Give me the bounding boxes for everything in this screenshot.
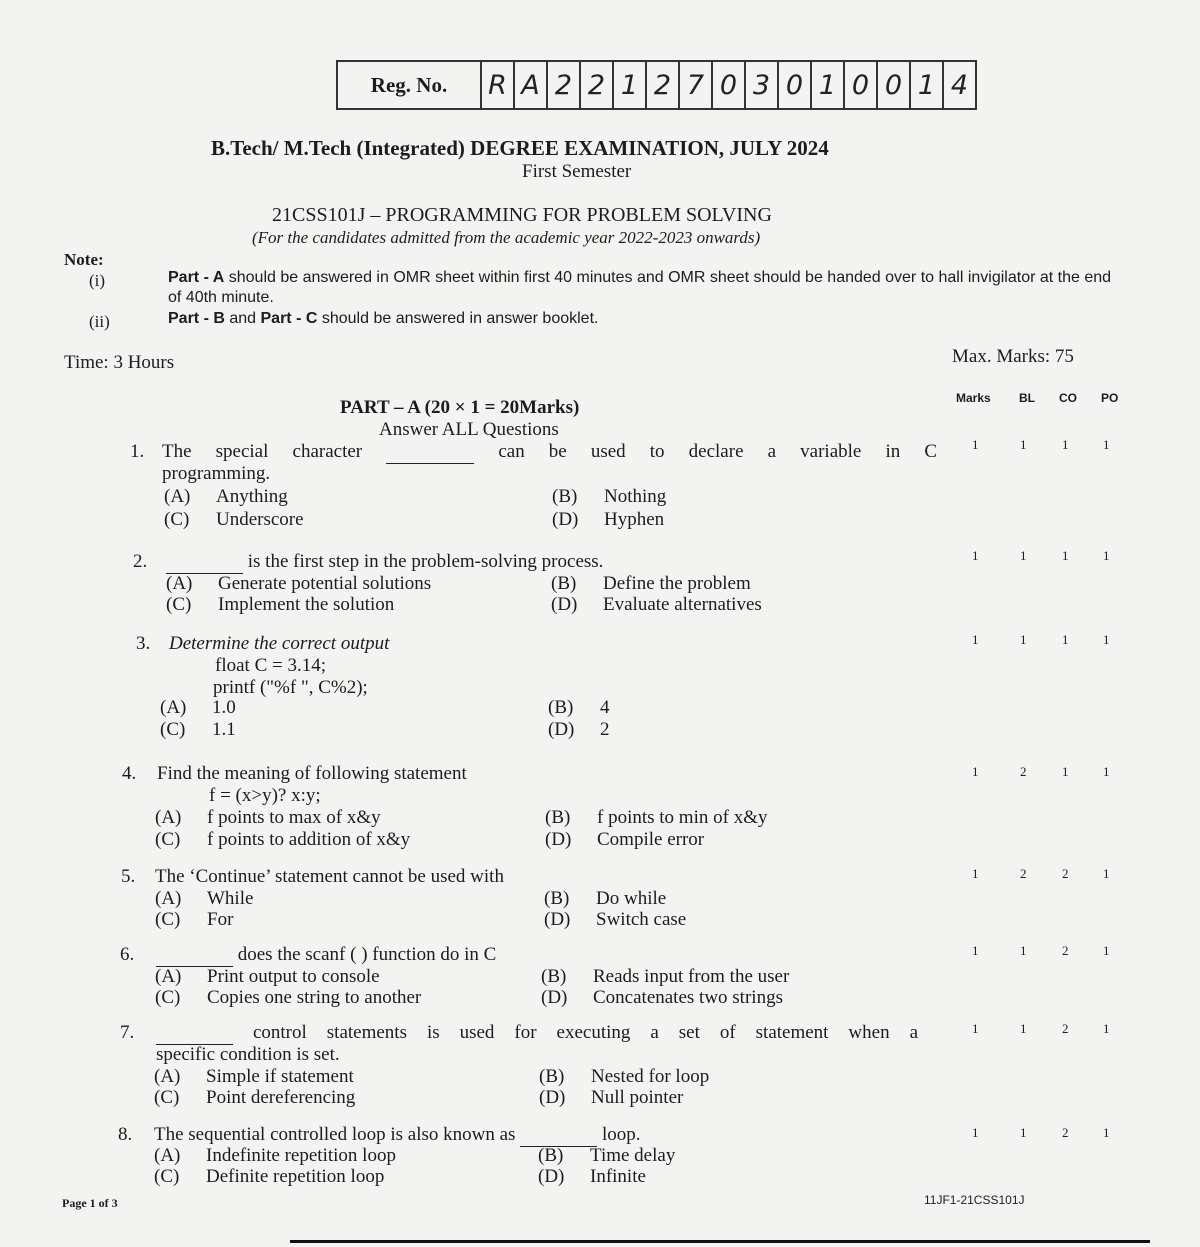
po-value: 1: [1103, 1021, 1110, 1036]
option-text: Switch case: [596, 909, 687, 930]
note-part-a: Part - A: [168, 269, 225, 286]
option-text: Concatenates two strings: [593, 987, 783, 1008]
reg-number-box: [336, 60, 977, 110]
answer-blank: [386, 441, 474, 464]
answer-option: [155, 888, 253, 910]
answer-option: [166, 573, 431, 595]
answer-blank: [156, 944, 233, 967]
option-label: (C): [164, 509, 190, 530]
answer-blank: [156, 1022, 233, 1045]
option-text: 2: [600, 719, 610, 740]
option-text: Indefinite repetition loop: [206, 1145, 396, 1166]
co-value: 1: [1062, 764, 1069, 779]
option-label: (D): [541, 987, 568, 1008]
option-label: (D): [548, 719, 575, 740]
reg-number-digit: 1: [911, 62, 944, 108]
answer-option: [541, 966, 789, 988]
option-label: (C): [154, 1166, 180, 1187]
question-stem: float C = 3.14;: [215, 655, 326, 676]
note-item: [168, 309, 1123, 329]
marks-value: 1: [972, 437, 979, 452]
answer-option: [155, 987, 421, 1009]
course-title: 21CSS101J – PROGRAMMING FOR PROBLEM SOLVING: [272, 204, 772, 226]
answer-option: [164, 486, 288, 508]
bl-value: 1: [1020, 437, 1027, 452]
col-bl: BL: [1019, 391, 1035, 405]
question-stem: control statements is used for executing a set of statement when a: [156, 1022, 918, 1045]
question-number: 5.: [121, 866, 136, 887]
option-text: 1.1: [212, 719, 236, 740]
answer-option: [164, 509, 304, 531]
question-number: 4.: [122, 763, 137, 784]
answer-option: [539, 1087, 683, 1109]
option-text: Infinite: [590, 1166, 646, 1187]
option-label: (C): [154, 1087, 180, 1108]
question-number: 6.: [120, 944, 135, 965]
option-text: f points to max of x&y: [207, 807, 381, 828]
answer-option: [552, 486, 666, 508]
question-stem: f = (x>y)? x:y;: [209, 785, 321, 806]
option-text: Simple if statement: [206, 1066, 354, 1087]
col-po: PO: [1101, 391, 1119, 405]
answer-option: [538, 1166, 646, 1188]
option-text: Anything: [216, 486, 288, 507]
option-label: (B): [541, 966, 567, 987]
exam-title: B.Tech/ M.Tech (Integrated) DEGREE EXAMINATION, JULY 2024: [211, 136, 829, 160]
po-value: 1: [1103, 764, 1110, 779]
note-text: should be answered in OMR sheet within first 40 minutes and OMR sheet should be handed over to hall invigilator at the end of 40th minute.: [168, 269, 1112, 306]
marks-value: 1: [972, 1021, 979, 1036]
option-label: (B): [551, 573, 577, 594]
option-text: 1.0: [212, 697, 236, 718]
co-value: 1: [1062, 437, 1069, 452]
option-text: f points to min of x&y: [597, 807, 768, 828]
reg-number-digit: 2: [581, 62, 614, 108]
option-text: Generate potential solutions: [218, 573, 432, 594]
reg-number-digit: 2: [647, 62, 680, 108]
question-stem: The ‘Continue’ statement cannot be used with: [155, 866, 504, 887]
answer-option: [545, 807, 767, 829]
question-stem: printf ("%f ", C%2);: [213, 677, 368, 698]
option-text: Nested for loop: [591, 1066, 710, 1087]
answer-option: [154, 1087, 355, 1109]
reg-number-digit: A: [515, 62, 548, 108]
option-label: (C): [166, 594, 192, 615]
answer-option: [544, 888, 666, 910]
answer-option: [155, 829, 410, 851]
paper-code: 11JF1-21CSS101J: [924, 1193, 1025, 1207]
bottom-rule: [290, 1240, 1150, 1243]
marks-value: 1: [972, 632, 979, 647]
option-text: Reads input from the user: [593, 966, 790, 987]
po-value: 1: [1103, 437, 1110, 452]
option-text: Time delay: [590, 1145, 676, 1166]
option-label: (A): [154, 1066, 181, 1087]
option-label: (D): [538, 1166, 565, 1187]
option-text: Nothing: [604, 486, 667, 507]
option-text: While: [207, 888, 254, 909]
reg-number-digit: 0: [878, 62, 911, 108]
answer-option: [551, 594, 762, 616]
option-label: (B): [548, 697, 574, 718]
option-label: (A): [155, 807, 182, 828]
reg-number-digit: 2: [548, 62, 581, 108]
marks-value: 1: [972, 866, 979, 881]
answer-option: [155, 807, 381, 829]
option-label: (A): [155, 966, 182, 987]
option-label: (A): [164, 486, 191, 507]
question-stem: The sequential controlled loop is also known as loop.: [154, 1124, 641, 1145]
reg-number-digit: 1: [812, 62, 845, 108]
po-value: 1: [1103, 548, 1110, 563]
po-value: 1: [1103, 866, 1110, 881]
answer-option: [166, 594, 394, 616]
option-label: (C): [155, 987, 181, 1008]
reg-number-digit: 4: [944, 62, 977, 108]
answer-option: [154, 1066, 354, 1088]
answer-option: [538, 1145, 675, 1167]
marks-value: 1: [972, 943, 979, 958]
question-number: 7.: [120, 1022, 135, 1043]
bl-value: 1: [1020, 548, 1027, 563]
answer-option: [545, 829, 704, 851]
answer-option: [541, 987, 783, 1009]
note-heading: Note:: [64, 250, 104, 269]
answer-blank: [520, 1124, 597, 1147]
bl-value: 1: [1020, 1125, 1027, 1140]
answer-option: [539, 1066, 709, 1088]
co-value: 2: [1062, 1021, 1069, 1036]
option-text: Compile error: [597, 829, 705, 850]
option-label: (B): [552, 486, 578, 507]
option-text: Do while: [596, 888, 667, 909]
max-marks: Max. Marks: 75: [952, 346, 1074, 367]
note-text: should be answered in answer booklet.: [317, 310, 599, 327]
option-label: (C): [155, 909, 181, 930]
marks-value: 1: [972, 1125, 979, 1140]
question-stem: The special character can be used to declare a variable in C: [162, 441, 938, 462]
question-stem: is the first step in the problem-solving process.: [166, 551, 603, 574]
answer-blank: [166, 551, 243, 574]
bl-value: 1: [1020, 1021, 1027, 1036]
option-label: (A): [166, 573, 193, 594]
option-label: (C): [155, 829, 181, 850]
po-value: 1: [1103, 632, 1110, 647]
answer-option: [155, 909, 233, 931]
page-number: Page 1 of 3: [62, 1196, 118, 1210]
co-value: 1: [1062, 632, 1069, 647]
option-label: (D): [539, 1087, 566, 1108]
question-number: 2.: [133, 551, 148, 572]
note-part-b: Part - B: [168, 310, 225, 327]
option-text: For: [207, 909, 234, 930]
option-label: (D): [551, 594, 578, 615]
marks-value: 1: [972, 548, 979, 563]
answer-option: [544, 909, 686, 931]
reg-number-digit: 0: [779, 62, 812, 108]
bl-value: 1: [1020, 943, 1027, 958]
part-a-title: PART – A (20 × 1 = 20Marks): [340, 397, 580, 418]
note-part-c: Part - C: [260, 310, 318, 327]
option-label: (D): [544, 909, 571, 930]
option-text: f points to addition of x&y: [207, 829, 411, 850]
bl-value: 2: [1020, 764, 1027, 779]
option-label: (D): [552, 509, 579, 530]
note-number: (i): [89, 271, 106, 290]
po-value: 1: [1103, 1125, 1110, 1140]
answer-option: [160, 719, 236, 741]
answer-option: [552, 509, 664, 531]
note-text: and: [224, 310, 261, 327]
marks-value: 1: [972, 764, 979, 779]
answer-option: [548, 697, 610, 719]
option-label: (A): [155, 888, 182, 909]
option-text: Print output to console: [207, 966, 380, 987]
co-value: 2: [1062, 866, 1069, 881]
reg-number-digit: 0: [845, 62, 878, 108]
bl-value: 1: [1020, 632, 1027, 647]
option-label: (A): [160, 697, 187, 718]
question-number: 1.: [130, 441, 145, 462]
bl-value: 2: [1020, 866, 1027, 881]
option-text: Point dereferencing: [206, 1087, 356, 1108]
note-item: [168, 268, 1123, 308]
answer-option: [154, 1166, 384, 1188]
question-number: 3.: [136, 633, 151, 654]
option-label: (A): [154, 1145, 181, 1166]
reg-number-digit: 7: [680, 62, 713, 108]
reg-number-digit: 1: [614, 62, 647, 108]
reg-number-label: Reg. No.: [338, 62, 482, 108]
option-text: 4: [600, 697, 610, 718]
option-text: Evaluate alternatives: [603, 594, 762, 615]
question-stem: Find the meaning of following statement: [157, 763, 467, 784]
semester: First Semester: [522, 161, 632, 182]
answer-option: [548, 719, 610, 741]
option-text: Define the problem: [603, 573, 751, 594]
answer-option: [155, 966, 380, 988]
option-label: (B): [539, 1066, 565, 1087]
option-text: Underscore: [216, 509, 304, 530]
applicability-note: (For the candidates admitted from the academic year 2022-2023 onwards): [252, 228, 761, 247]
option-text: Hyphen: [604, 509, 665, 530]
reg-number-digit: 3: [746, 62, 779, 108]
option-label: (B): [538, 1145, 564, 1166]
question-number: 8.: [118, 1124, 133, 1145]
note-number: (ii): [89, 312, 110, 331]
po-value: 1: [1103, 943, 1110, 958]
col-marks: Marks: [956, 391, 991, 405]
col-co: CO: [1059, 391, 1077, 405]
question-stem: programming.: [162, 463, 271, 484]
option-label: (C): [160, 719, 186, 740]
reg-number-digit: 0: [713, 62, 746, 108]
question-stem: Determine the correct output: [169, 633, 390, 654]
option-label: (B): [545, 807, 571, 828]
answer-option: [154, 1145, 396, 1167]
option-text: Definite repetition loop: [206, 1166, 385, 1187]
option-text: Null pointer: [591, 1087, 684, 1108]
co-value: 2: [1062, 1125, 1069, 1140]
co-value: 1: [1062, 548, 1069, 563]
answer-option: [160, 697, 236, 719]
question-stem: specific condition is set.: [156, 1044, 340, 1065]
option-text: Copies one string to another: [207, 987, 422, 1008]
option-text: Implement the solution: [218, 594, 395, 615]
exam-time: Time: 3 Hours: [64, 352, 175, 373]
reg-number-digit: R: [482, 62, 515, 108]
option-label: (D): [545, 829, 572, 850]
question-stem: does the scanf ( ) function do in C: [156, 944, 496, 967]
option-label: (B): [544, 888, 570, 909]
answer-option: [551, 573, 751, 595]
co-value: 2: [1062, 943, 1069, 958]
part-a-instruction: Answer ALL Questions: [379, 419, 559, 440]
